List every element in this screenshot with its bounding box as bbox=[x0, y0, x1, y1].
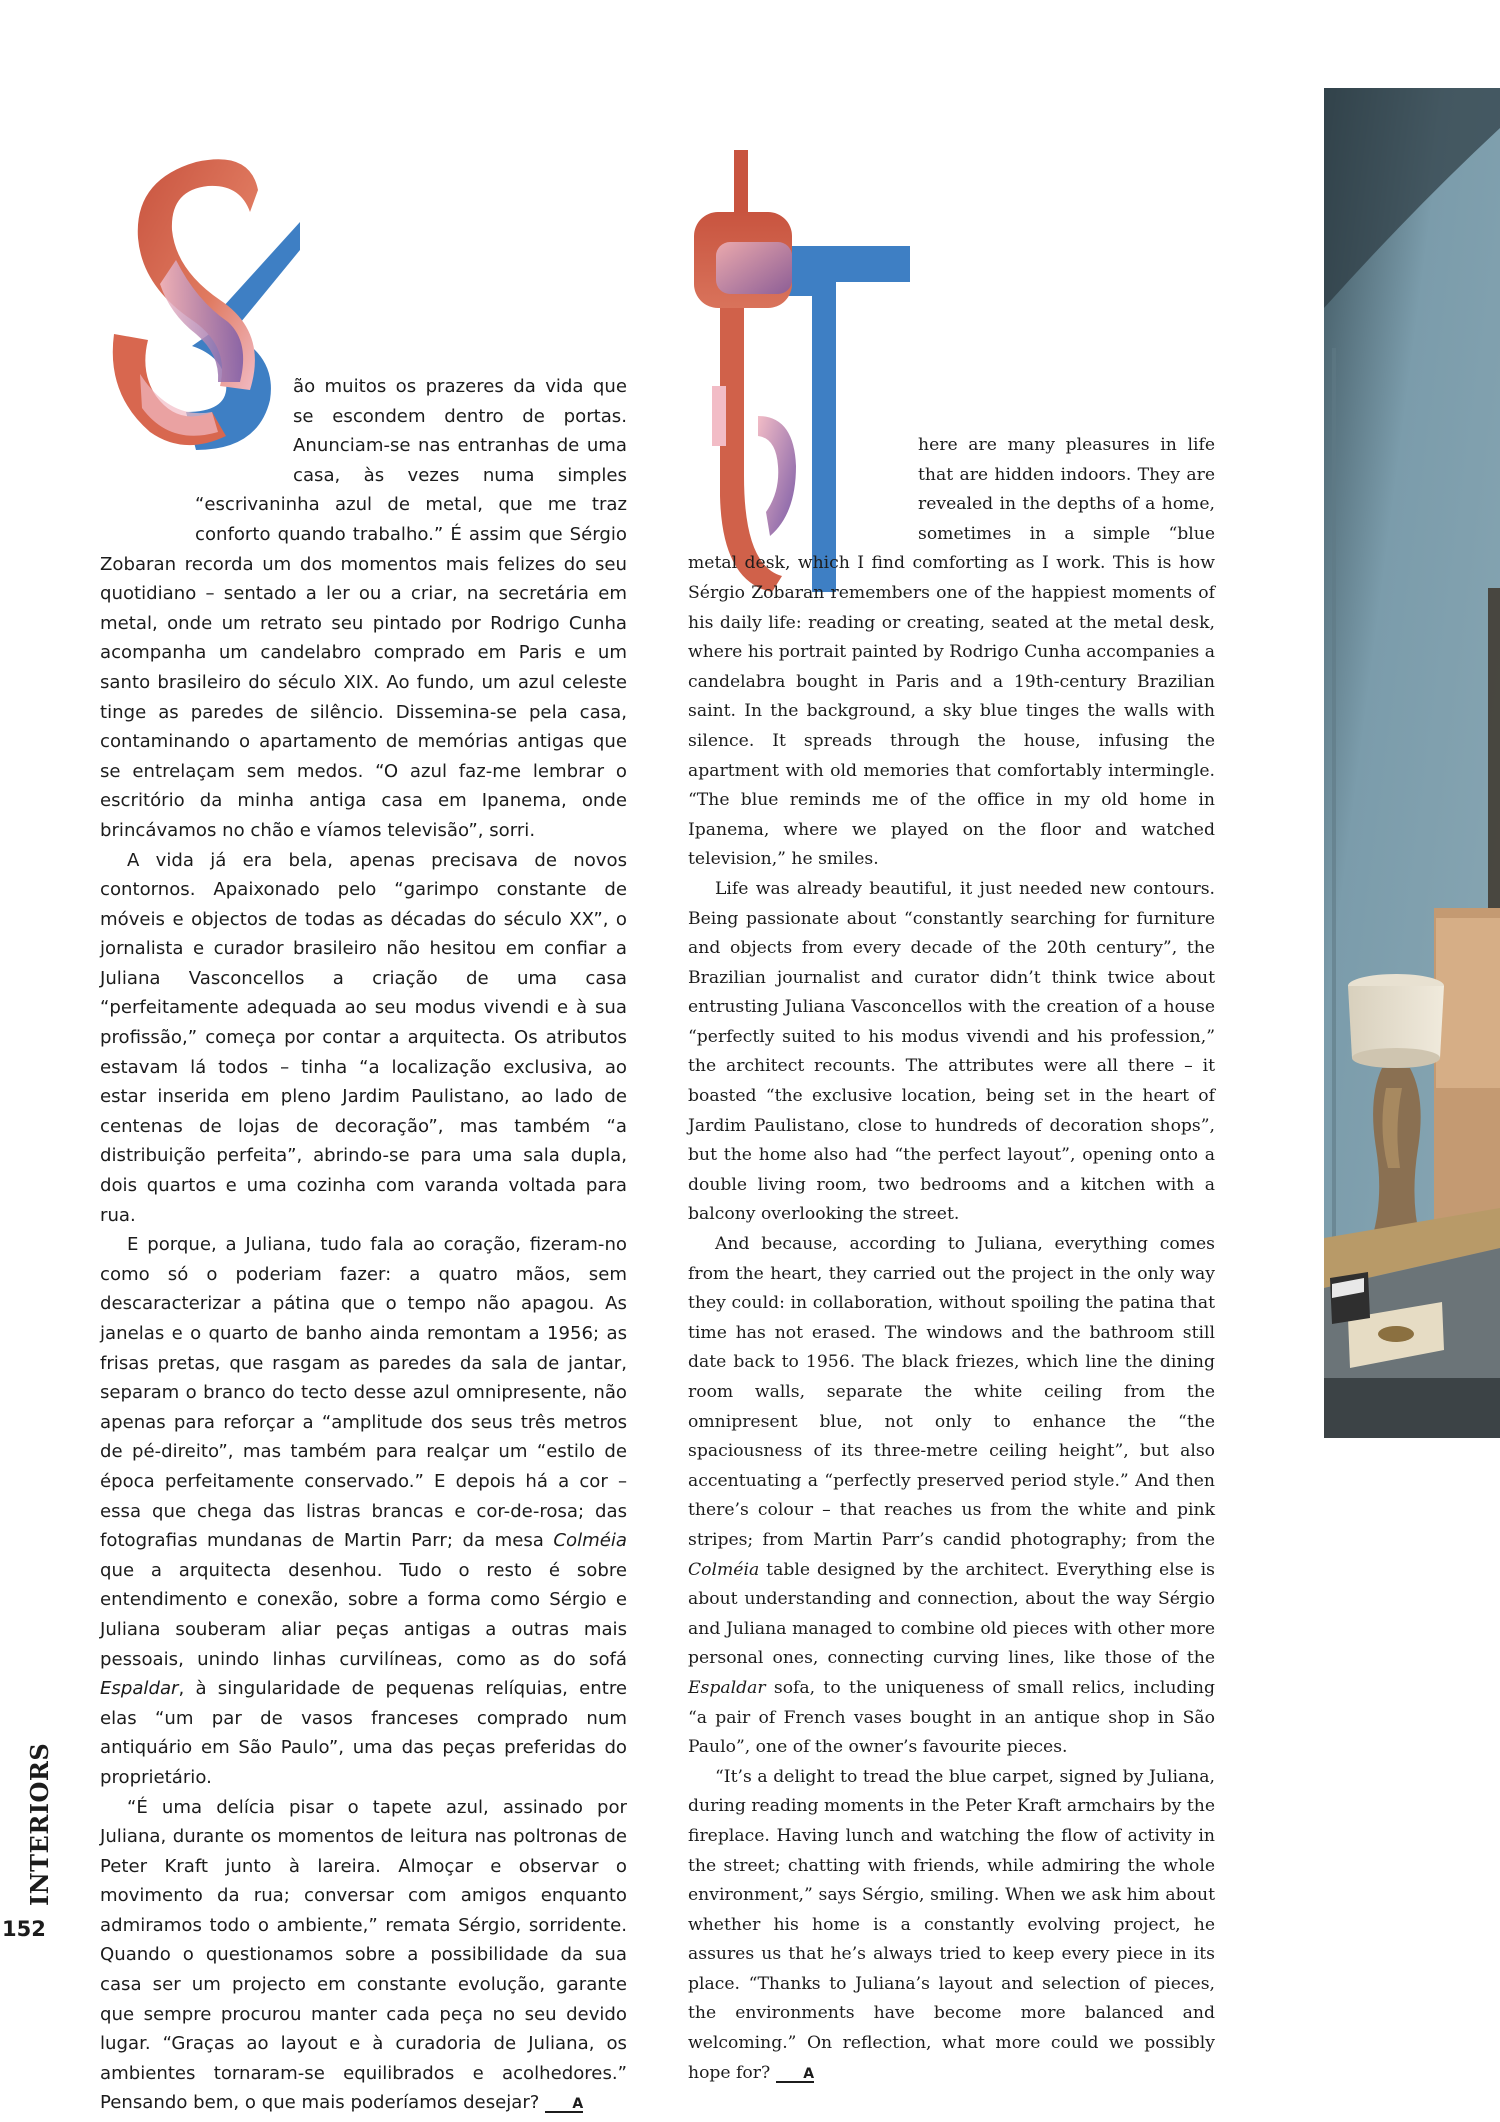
end-mark-icon: A bbox=[545, 2097, 583, 2113]
en-paragraph-4-text: “It’s a delight to tread the blue carpet, signed by Juliana, during reading moments in the Peter Kraft armchairs by the fireplace. Having lunch and watching the flow of activity in the street; chatting with friends, while admiring the whole environment,” says Sérgio, smiling. When we ask him about whether his home is a constantly evolving project, he assures us that he’s always tried to keep every piece in its place. “Thanks to Juliana’s layout and selection of pieces, the environments have become more balanced and welcoming.” On reflection, what more could we possibly hope for? bbox=[688, 1766, 1215, 2083]
en-paragraph-2: Life was already beautiful, it just needed new contours. Being passionate about “constantly searching for furniture and objects from every decade of the 20th century”, the Brazilian journalist and curator didn’t think twice about entrusting Juliana Vasconcellos with the creation of a house “perfectly suited to his modus vivendi and his profession,” the architect recounts. The attributes were all there – it boasted “the exclusive location, being set in the heart of Jardim Paulistano, close to hundreds of decoration shops”, but the home also had “the perfect layout”, opening onto a double living room, two bedrooms and a kitchen with a balcony overlooking the street. bbox=[688, 878, 1215, 1225]
en-paragraph-3-text: And because, according to Juliana, everything comes from the heart, they carried out the project in the only way they could: in collaboration, without spoiling the patina that time has not erased. The windows and the bathroom still date back to 1956. The black friezes, which line the dining room walls, separate the white ceiling from the omnipresent blue, not only to enhance the “the spaciousness of its three-metre ceiling height”, but also accentuating a “perfectly preserved period style.” And then there’s colour – that reaches us from the white and pink stripes; from Martin Parr’s candid photography; from the bbox=[688, 1234, 1215, 1550]
pt-paragraph-3 bbox=[100, 1230, 627, 1792]
pt-paragraph-3-text: E porque, a Juliana, tudo fala ao coração, fizeram-no como só o poderiam fazer: a quatro mãos, sem descaracterizar a pátina que o tempo não apagou. As janelas e o quarto de banho ainda remontam a 1956; as frisas pretas, que rasgam as paredes da sala de jantar, separam o branco do tecto desse azul omnipresente, não apenas para reforçar a “amplitude dos seus três metros de pé-direito”, mas também para realçar um “estilo de época perfeitamente conservado.” E depois há a cor – essa que chega das listras brancas e cor-de-rosa; das fotografias mundanas de Martin Parr; da mesa bbox=[100, 1234, 627, 1552]
pt-paragraph-3-end: , à singularidade de pequenas relíquias, entre elas “um par de vasos franceses comprado num antiquário em São Paulo”, uma das peças preferidas do proprietário. bbox=[100, 1678, 627, 1788]
pt-paragraph-3-mid: que a arquitecta desenhou. Tudo o resto é sobre entendimento e conexão, sobre a forma como Sérgio e Juliana souberam aliar peças antigas a outras mais pessoais, unindo linhas curvilíneas, como as do sofá bbox=[100, 1559, 627, 1670]
en-paragraph-4 bbox=[688, 1763, 1215, 2089]
end-mark-icon: A bbox=[776, 2067, 814, 2083]
section-label: INTERIORS bbox=[25, 1742, 54, 1906]
page-number: 152 bbox=[2, 1917, 46, 1941]
pt-italic-espaldar: Espaldar bbox=[100, 1678, 179, 1700]
pt-paragraph-2: A vida já era bela, apenas precisava de novos contornos. Apaixonado pelo “garimpo constante de móveis e objectos de todas as décadas do século XX”, o jornalista e curador brasileiro não hesitou em confiar a Juliana Vasconcellos a criação de uma casa “perfeitamente adequada ao seu modus vivendi e à sua profissão,” começa por contar a arquitecta. Os atributos estavam lá todos – tinha “a localização exclusiva, ao estar inserida em pleno Jardim Paulistano, ao lado de centenas de lojas de decoração”, mas também “a distribuição perfeita”, abrindo-se para uma sala dupla, dois quartos e uma cozinha com varanda voltada para rua. bbox=[100, 849, 627, 1226]
en-paragraph-3 bbox=[688, 1230, 1215, 1763]
en-paragraph-3-mid: table designed by the architect. Everything else is about understanding and connection, about the way Sérgio and Juliana managed to combine old pieces with other more personal ones, connecting curving lines, like those of the bbox=[688, 1559, 1215, 1669]
en-paragraph-1: here are many pleasures in life that are hidden indoors. They are revealed in the depths of a home, sometimes in a simple “blue metal desk, which I find comforting as I work. This is how Sérgio Zobaran remembers one of the happiest moments of his daily life: reading or creating, seated at the metal desk, where his portrait painted by Rodrigo Cunha accompanies a candelabra bought in Paris and a 19th-century Brazilian saint. In the background, a sky blue tinges the walls with silence. It spreads through the house, infusing the apartment with old memories that comfortably intermingle. “The blue reminds me of the office in my old home in Ipanema, where we played on the floor and watched television,” he smiles. bbox=[688, 435, 1215, 870]
en-italic-espaldar: Espaldar bbox=[688, 1677, 766, 1698]
portuguese-article-column bbox=[100, 372, 627, 2118]
en-paragraph-3-end: sofa, to the uniqueness of small relics, including “a pair of French vases bought in an antique shop in São Paulo”, one of the owner’s favourite pieces. bbox=[688, 1677, 1215, 1758]
dropcap-s-space-lower bbox=[100, 461, 195, 520]
dropcap-t-space bbox=[688, 431, 918, 520]
pt-paragraph-4 bbox=[100, 1793, 627, 2119]
en-italic-colmeia: Colméia bbox=[688, 1559, 760, 1580]
dropcap-s-space bbox=[100, 372, 293, 461]
english-article-column bbox=[688, 431, 1215, 2088]
pt-italic-colmeia: Colméia bbox=[553, 1530, 627, 1552]
interior-photo bbox=[1324, 88, 1500, 1438]
pt-paragraph-1: ão muitos os prazeres da vida que se escondem dentro de portas. Anunciam-se nas entranhas de uma casa, às vezes numa simples “escrivaninha azul de metal, que me traz conforto quando trabalho.” É assim que Sérgio Zobaran recorda um dos momentos mais felizes do seu quotidiano – sentado a ler ou a criar, na secretária em metal, onde um retrato seu pintado por Rodrigo Cunha acompanha um candelabro comprado em Paris e um santo brasileiro do século XIX. Ao fundo, um azul celeste tinge as paredes de silêncio. Dissemina-se pela casa, contaminando o apartamento de memórias antigas que se entrelaçam sem medos. “O azul faz-me lembrar o escritório da minha antiga casa em Ipanema, onde brincávamos no chão e víamos televisão”, sorri. bbox=[100, 376, 627, 841]
pt-paragraph-4-text: “É uma delícia pisar o tapete azul, assinado por Juliana, durante os momentos de leitura nas poltronas de Peter Kraft junto à lareira. Almoçar e observar o movimento da rua; conversar com amigos enquanto admiramos todo o ambiente,” remata Sérgio, sorridente. Quando o questionamos sobre a possibilidade da sua casa ser um projecto em constante evolução, garante que sempre procurou manter cada peça no seu devido lugar. “Graças ao layout e à curadoria de Juliana, os ambientes tornaram-se equilibrados e acolhedores.” Pensando bem, o que mais poderíamos desejar? bbox=[100, 1796, 627, 2114]
